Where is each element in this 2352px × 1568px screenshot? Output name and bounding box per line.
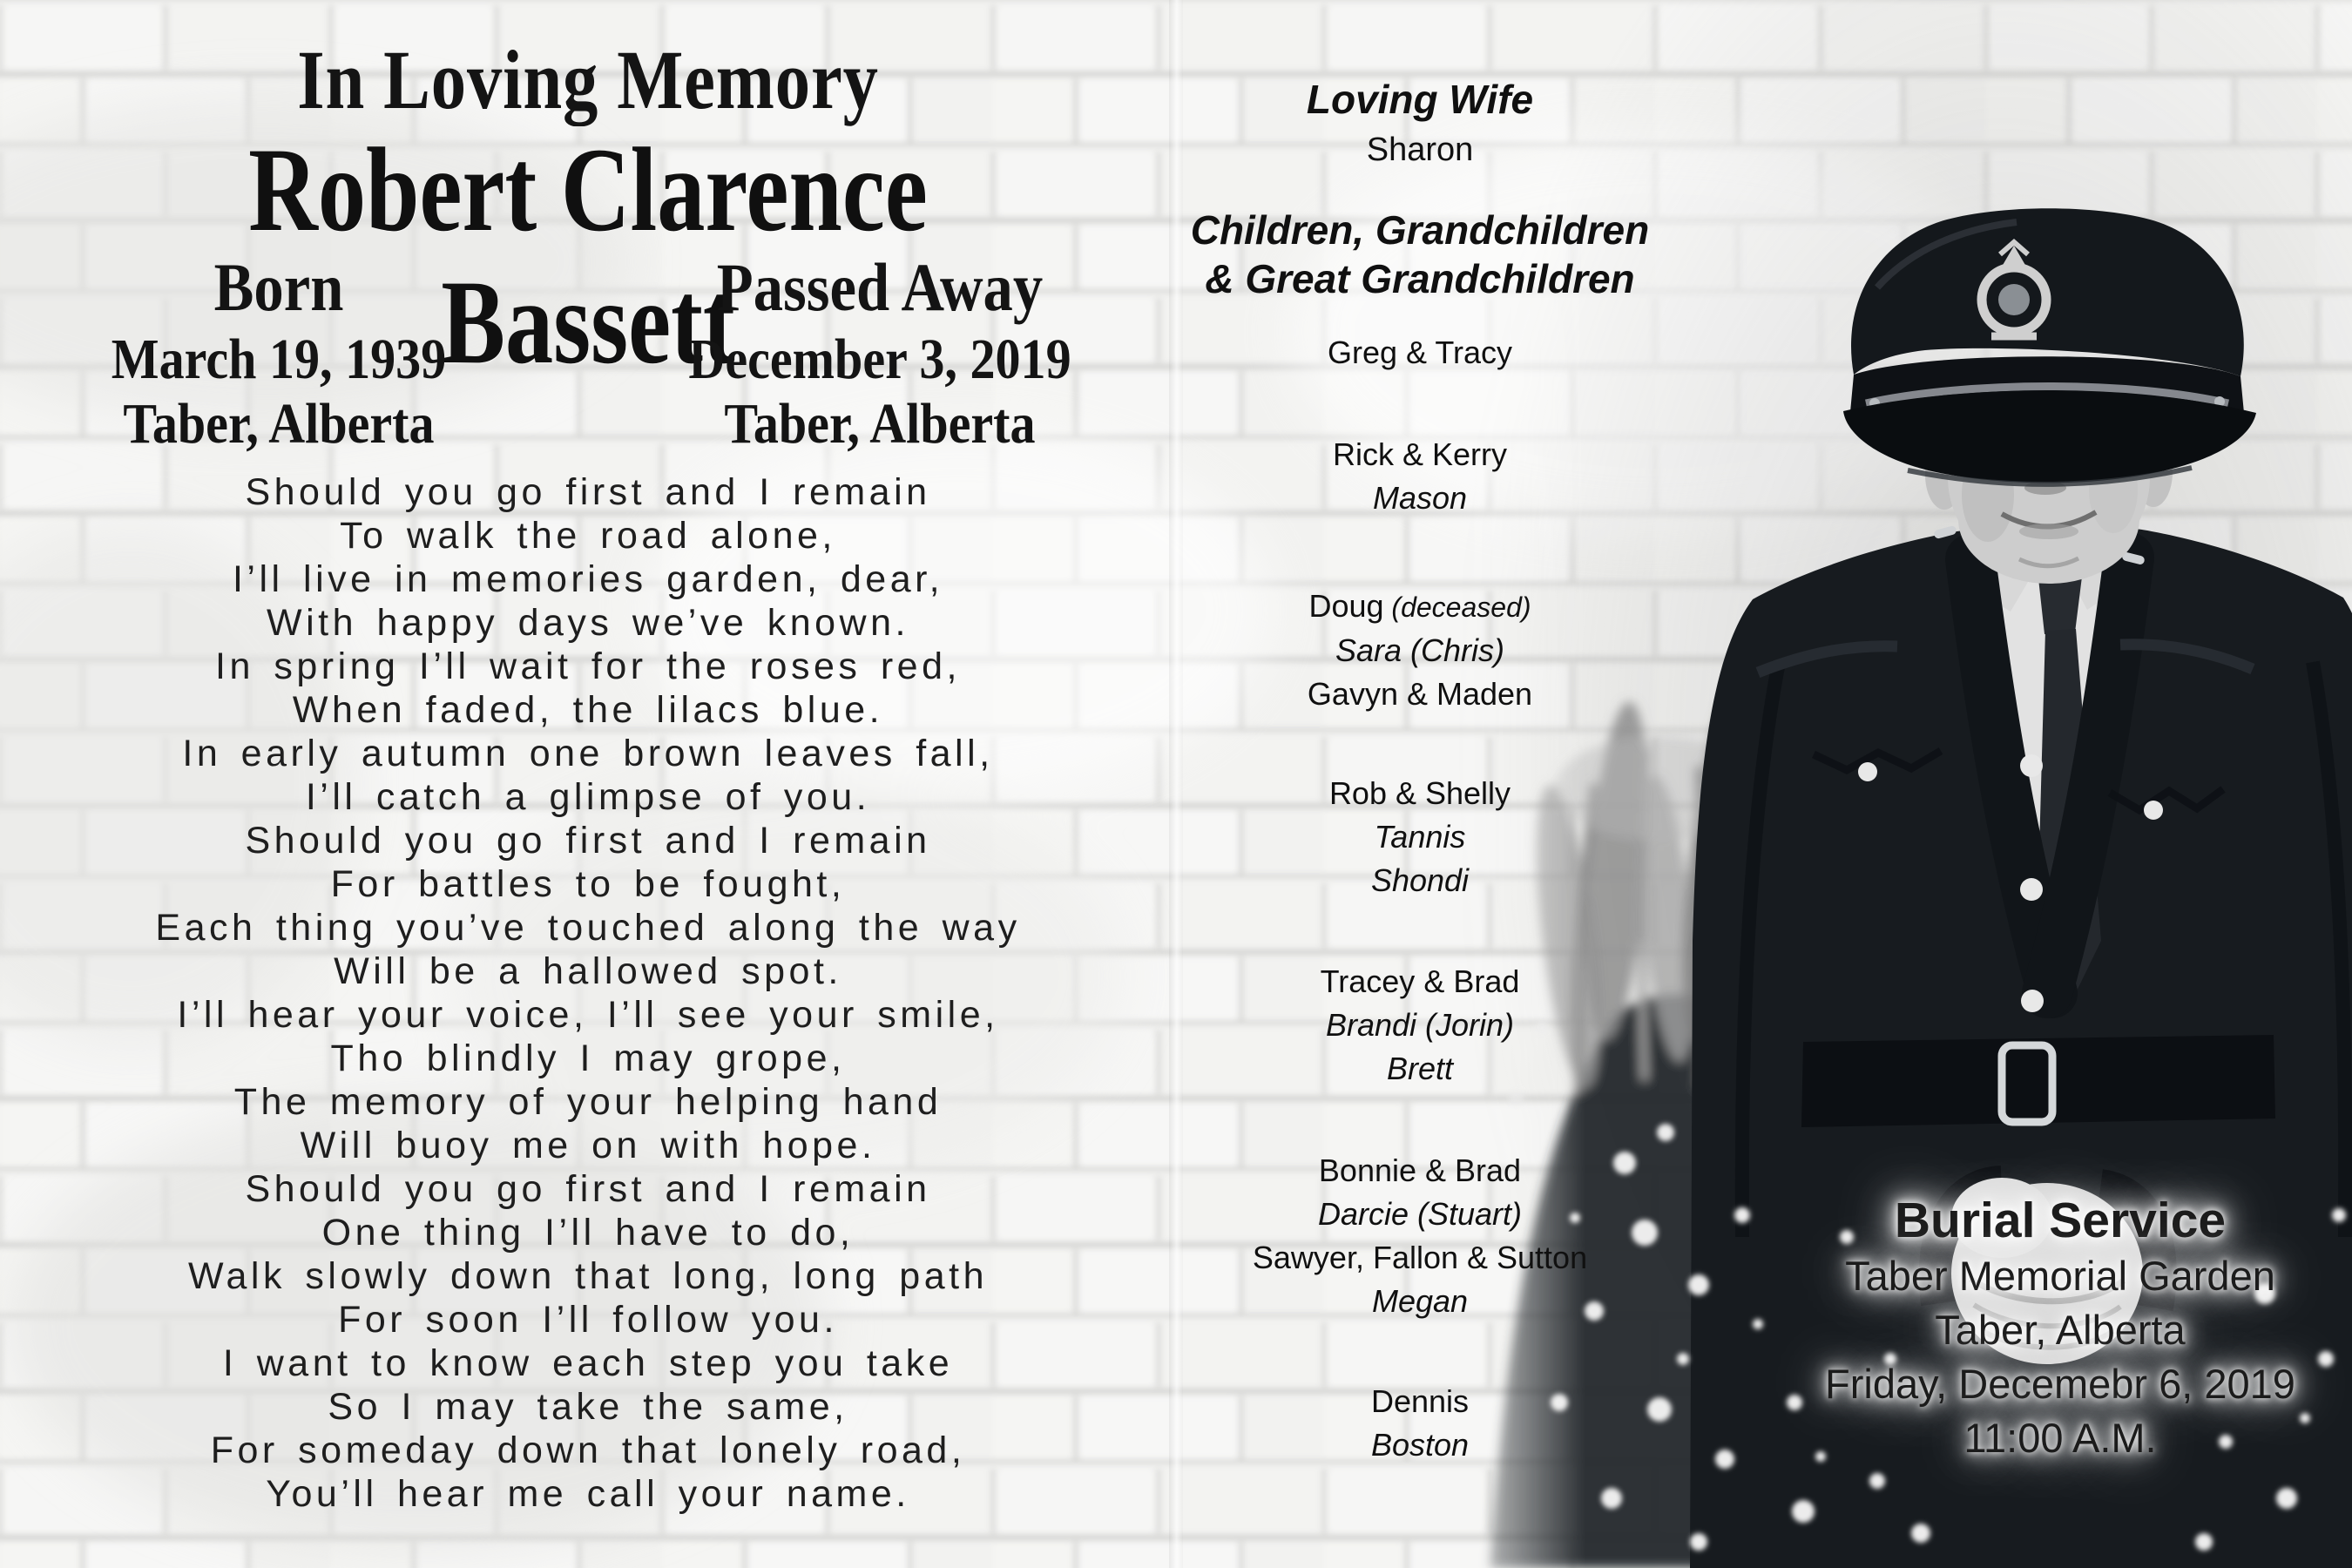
children-label-line1: Children, Grandchildren (1190, 207, 1650, 253)
poem-line: Walk slowly down that long, long path (188, 1255, 988, 1297)
service-time: 11:00 A.M. (1963, 1415, 2157, 1461)
family-member: Gavyn & Maden (1307, 676, 1533, 712)
family-member: Bonnie & Brad (1318, 1152, 1522, 1188)
family-member: Tannis (1374, 819, 1466, 855)
poem-line: You’ll hear me call your name. (266, 1473, 910, 1515)
family-panel (1176, 0, 1664, 1568)
loving-wife-label: Loving Wife (1306, 77, 1534, 122)
passed-place: Taber, Alberta (724, 392, 1036, 456)
poem-line: Should you go first and I remain (245, 471, 931, 513)
wife-name: Sharon (1366, 132, 1474, 168)
family-member: Brandi (Jorin) (1325, 1007, 1515, 1043)
family-member: Mason (1372, 480, 1468, 516)
family-member: Boston (1370, 1427, 1470, 1463)
poem-line: Should you go first and I remain (245, 1168, 931, 1210)
memorial-poem (35, 470, 1141, 1516)
poem-line: With happy days we’ve known. (267, 602, 909, 644)
passed-date: December 3, 2019 (688, 328, 1071, 391)
family-member: Dennis (1370, 1383, 1470, 1419)
service-title: Burial Service (1894, 1193, 2227, 1248)
poem-line: In spring I’ll wait for the roses red, (215, 645, 961, 687)
passed-column (575, 247, 1185, 456)
deceased-note: (deceased) (1383, 591, 1531, 623)
family-member: Sara (Chris) (1335, 632, 1505, 668)
poem-line: For battles to be fought, (330, 863, 846, 905)
poem-line: The memory of your helping hand (233, 1081, 943, 1123)
poem-line: For someday down that lonely road, (210, 1429, 966, 1471)
poem-line: Should you go first and I remain (245, 820, 931, 862)
family-group (1176, 1380, 1664, 1467)
family-member: Rob & Shelly (1328, 775, 1511, 811)
poem-line: So I may take the same, (328, 1386, 848, 1428)
family-member: Rick & Kerry (1332, 436, 1508, 472)
poem-line: I want to know each step you take (222, 1342, 954, 1384)
police-cap (1843, 208, 2256, 484)
family-member: Shondi (1370, 862, 1470, 898)
family-member: Megan (1371, 1283, 1469, 1319)
service-location: Taber Memorial Garden (1845, 1253, 2275, 1299)
service-city: Taber, Alberta (1935, 1307, 2186, 1353)
born-date: March 19, 1939 (111, 328, 447, 391)
poem-line: One thing I’ll have to do, (321, 1212, 855, 1254)
poem-line: In early autumn one brown leaves fall, (182, 733, 994, 774)
family-group (1176, 585, 1664, 716)
family-member: Greg & Tracy (1327, 335, 1513, 370)
poem-line: I’ll catch a glimpse of you. (305, 776, 871, 818)
poem-line: When faded, the lilacs blue. (292, 689, 884, 731)
poem-line: Tho blindly I may grope, (330, 1037, 846, 1079)
deceased-name: Robert Clarence Bassett (248, 123, 928, 389)
family-member: Sawyer, Fallon & Sutton (1252, 1240, 1588, 1275)
children-label (1176, 206, 1664, 303)
poem-line: I’ll hear your voice, I’ll see your smile, (177, 994, 999, 1036)
burial-service-block (1812, 1192, 2308, 1465)
born-label: Born (213, 249, 344, 325)
family-group (1176, 772, 1664, 902)
poem-line: To walk the road alone, (340, 515, 836, 557)
family-group (1176, 331, 1664, 375)
family-member: Brett (1386, 1051, 1454, 1086)
poem-line: Will be a hallowed spot. (334, 950, 842, 992)
family-group (1176, 433, 1664, 520)
children-label-line2: & Great Grandchildren (1205, 256, 1635, 301)
family-member: Doug (deceased) (1308, 588, 1531, 624)
service-date: Friday, Decemebr 6, 2019 (1825, 1361, 2295, 1407)
poem-line: I’ll live in memories garden, dear, (232, 558, 944, 600)
born-place: Taber, Alberta (123, 392, 435, 456)
born-column (17, 247, 540, 456)
family-member: Darcie (Stuart) (1317, 1196, 1523, 1232)
family-group (1176, 960, 1664, 1091)
passed-label: Passed Away (716, 249, 1044, 325)
poem-line: Each thing you’ve touched along the way (155, 907, 1021, 949)
poem-line: Will buoy me on with hope. (300, 1125, 876, 1166)
family-member: Tracey & Brad (1320, 963, 1520, 999)
poem-line: For soon I’ll follow you. (338, 1299, 838, 1341)
family-group (1176, 1149, 1664, 1323)
in-loving-memory-header: In Loving Memory (297, 33, 879, 126)
